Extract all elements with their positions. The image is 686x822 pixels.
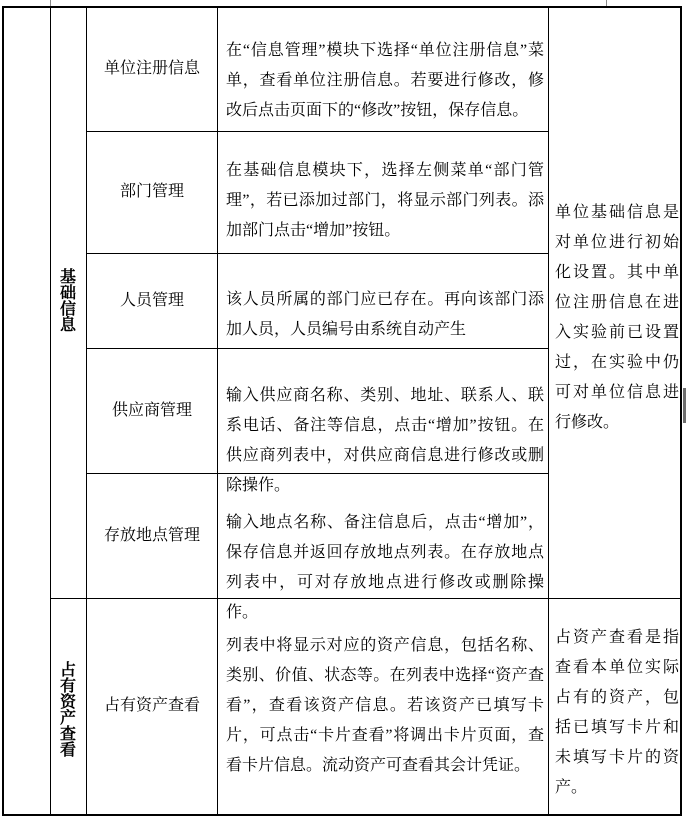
note-basic-info: 单位基础信息是对单位进行初始化设置。其中单位注册信息在进入实验前已设置过，在实验中仍可对单位信息进行修改。 [555, 204, 679, 431]
table-border-right [680, 6, 682, 816]
row-name-storage-location-mgmt: 存放地点管理 [103, 526, 200, 544]
gridline-col-desc [548, 6, 549, 816]
group-label-owned-assets: 占有资产查看 [59, 662, 76, 759]
row-name-personnel-mgmt: 人员管理 [119, 291, 184, 309]
note-owned-assets: 占资产查看是指查看本单位实际占有的资产，包括已填写卡片和未填写卡片的资产。 [555, 629, 679, 796]
table-border-left [2, 6, 4, 816]
desc-storage-location-mgmt: 输入地点名称、备注信息后，点击“增加”，保存信息并返回存放地点列表。在存放地点列表中，可对存放地点进行修改或删除操作。 [226, 514, 544, 621]
desc-supplier-mgmt: 输入供应商名称、类别、地址、联系人、联系电话、备注等信息，点击“增加”按钮。在供应商列表中，对供应商信息进行修改或删除操作。 [226, 387, 544, 494]
desc-owned-asset-view: 列表中将显示对应的资产信息，包括名称、类别、价值、状态等。在列表中选择“资产查看”，查看该资产信息。若该资产已填写卡片，可点击“卡片查看”将调出卡片页面，查看卡片信息。流动资产可查看其会计凭证。 [226, 637, 544, 774]
row-name-supplier-mgmt: 供应商管理 [111, 401, 192, 419]
row-name-department-mgmt: 部门管理 [119, 183, 184, 200]
gridline-col-spacer [50, 6, 51, 816]
desc-department-mgmt: 在基础信息模块下，选择左侧菜单“部门管理”，若已添加过部门，将显示部门列表。添加部门点击“增加”按钮。 [226, 162, 544, 239]
table-border-bottom [2, 814, 682, 816]
row-name-unit-registration: 单位注册信息 [103, 60, 200, 77]
row-name-owned-asset-view: 占有资产查看 [103, 697, 200, 714]
desc-unit-registration: 在“信息管理”模块下选择“单位注册信息”菜单，查看单位注册信息。若要进行修改，修改后点击页面下的“修改”按钮，保存信息。 [226, 42, 544, 119]
desc-personnel-mgmt: 该人员所属的部门应已存在。再向该部门添加人员，人员编号由系统自动产生 [226, 291, 544, 338]
gridline-col-name [217, 6, 218, 816]
group-label-basic-info: 基础信息 [59, 269, 76, 334]
